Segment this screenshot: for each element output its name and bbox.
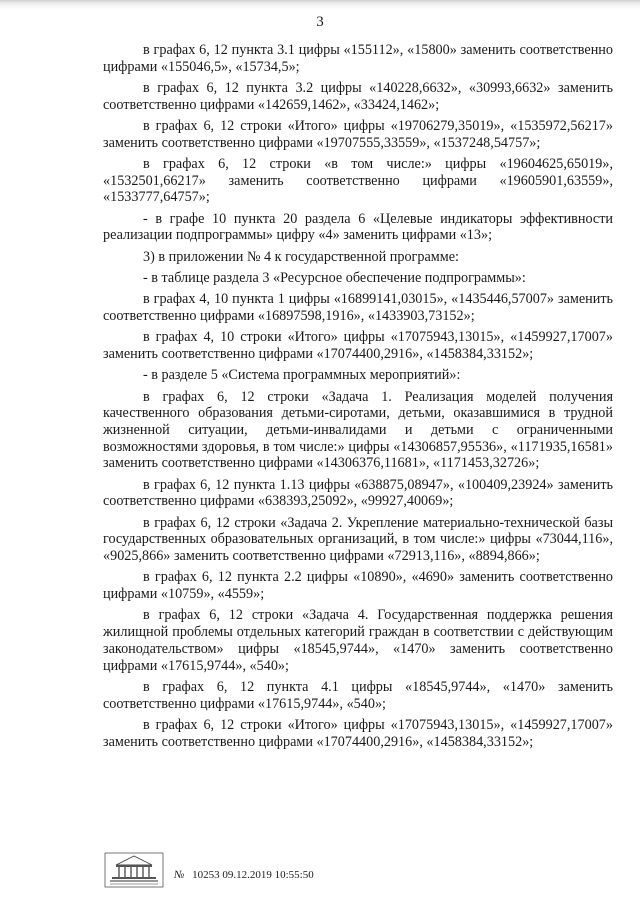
- government-building-stamp-icon: [104, 852, 164, 888]
- paragraph-10: - в разделе 5 «Система программных мероприятий»:: [143, 367, 461, 384]
- paragraph-7: - в таблице раздела 3 «Ресурсное обеспечение подпрограммы»:: [143, 270, 526, 286]
- registry-number-sign: №: [174, 869, 185, 881]
- paragraph-4: в графах 6, 12 строки «в том числе:» цифры «19604625,65019», «1532501,66217» заменить соответственно цифрами «19605901,63559», «1533777,64757»;: [103, 156, 613, 206]
- paragraph-13: в графах 6, 12 строки «Задача 2. Укрепление материально-технической базы государственных образовательных организаций, в том числе:» цифры «73044,116», «9025,866» заменить соответственно цифрами «72913,116», «8894,866»;: [103, 514, 613, 565]
- paragraph-12: в графах 6, 12 пункта 1.13 цифры «638875,08947», «100409,23924» заменить соответственно цифрами «638393,25092», «99927,40069»;: [103, 476, 613, 510]
- paragraph-3: в графах 6, 12 строки «Итого» цифры «19706279,35019», «1535972,56217» заменить соответственно цифрами «19707555,33559», «1537248,54757»;: [103, 118, 613, 151]
- paragraph-9: в графах 4, 10 строки «Итого» цифры «17075943,13015», «1459927,17007» заменить соответственно цифрами «17074400,2916», «1458384,33152»;: [103, 329, 613, 362]
- paragraph-14: в графах 6, 12 пункта 2.2 цифры «10890», «4690» заменить соответственно цифрами «10759», «4559»;: [103, 569, 613, 603]
- paragraph-1: в графах 6, 12 пункта 3.1 цифры «155112», «15800» заменить соответственно цифрами «155046,5», «15734,5»;: [103, 42, 613, 75]
- registry-datetime: 09.12.2019 10:55:50: [222, 869, 314, 881]
- paragraph-6: 3) в приложении № 4 к государственной программе:: [143, 248, 459, 265]
- paragraph-5: - в графе 10 пункта 20 раздела 6 «Целевые индикаторы эффективности реализации подпрограммы» цифру «4» заменить цифрами «13»;: [103, 210, 613, 244]
- page-number: 3: [316, 14, 324, 30]
- registration-footer: [104, 852, 624, 892]
- paragraph-16: в графах 6, 12 пункта 4.1 цифры «18545,9744», «1470» заменить соответственно цифрами «17615,9744», «540»;: [103, 678, 613, 712]
- document-body: [103, 42, 613, 755]
- registry-stamp: [174, 869, 314, 881]
- paragraph-8: в графах 4, 10 пункта 1 цифры «16899141,03015», «1435446,57007» заменить соответственно цифрами «16897598,1916», «1433903,73152»;: [103, 291, 613, 324]
- paragraph-17: в графах 6, 12 строки «Итого» цифры «17075943,13015», «1459927,17007» заменить соответственно цифрами «17074400,2916», «1458384,33152»;: [103, 716, 613, 750]
- paragraph-11: в графах 6, 12 строки «Задача 1. Реализация моделей получения качественного образования детьми-сиротами, детьми, оказавшимися в трудной жизненной ситуации, детьми-инвалидами и детьми с ограниченными возможностями здоровья, в том числе:» цифры «14306857,95536», «1171935,16581» заменить соответственно цифрами «14306376,11681», «1171453,32726»;: [103, 388, 613, 472]
- paragraph-2: в графах 6, 12 пункта 3.2 цифры «140228,6632», «30993,6632» заменить соответственно цифрами «142659,1462», «33424,1462»;: [103, 80, 613, 113]
- paragraph-15: в графах 6, 12 строки «Задача 4. Государственная поддержка решения жилищной проблемы отдельных категорий граждан в соответствии с действующим законодательством» цифры «18545,9744», «1470» заменить соответственно цифрами «17615,9744», «540»;: [103, 607, 613, 674]
- scan-top-edge: [0, 0, 640, 10]
- registry-number: 10253: [192, 869, 220, 881]
